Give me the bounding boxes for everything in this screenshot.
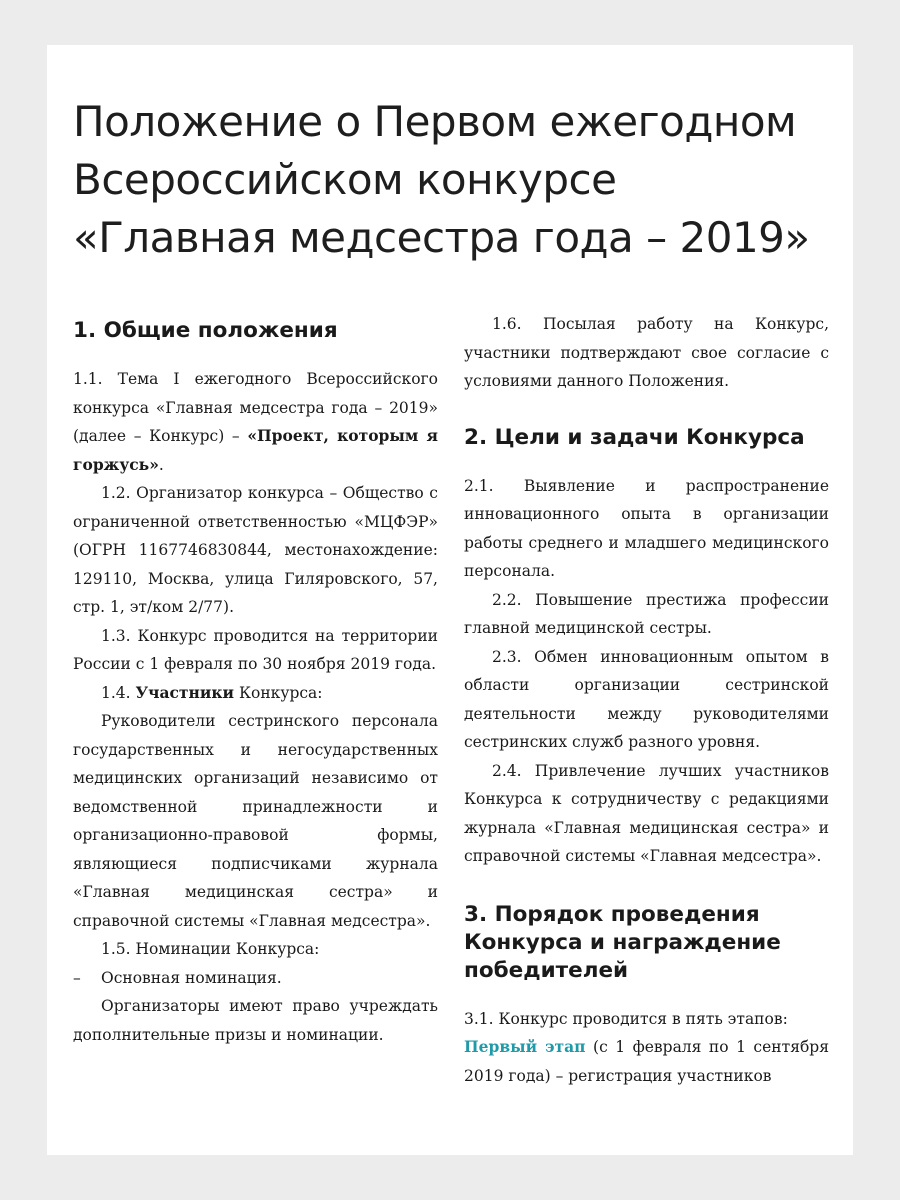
paragraph-3-1: 3.1. Конкурс проводится в пять этапов: [464, 1009, 788, 1028]
paragraph-1-3: 1.3. Конкурс проводится на территории России с 1 февраля по 30 ноября 2019 года. [73, 626, 438, 673]
paragraph-2-3: 2.3. Обмен инновационным опытом в области организации сестринской деятельности между руководителями сестринских служб разного уровня. [464, 647, 829, 751]
paragraph-3-1-stage [464, 1033, 829, 1090]
paragraph-1-4-body: Руководители сестринского персонала государственных и негосударственных медицинских организаций независимо от ведомственной принадлежности и организационно-правовой формы, являющиеся подписчиками журнала «Главная медицинская сестра» и справочной системы «Главная медсестра». [73, 712, 438, 930]
left-column [73, 305, 438, 1049]
paragraph-1-1 [73, 365, 438, 479]
nomination-list-item [73, 964, 438, 993]
first-stage-text: (с 1 февраля по 1 сентября 2019 года) – регистрация участников [464, 1038, 830, 1085]
title-line-1: Положение о Первом ежегодном [73, 97, 797, 146]
paragraph-1-5-extra: Организаторы имеют право учреждать дополнительные призы и номинации. [73, 997, 438, 1044]
paragraph-1-4-prefix: 1.4. [101, 683, 136, 702]
paragraph-2-4: 2.4. Привлечение лучших участников Конкурса к сотрудничеству с редакциями журнала «Главная медицинская сестра» и справочной системы «Главная медсестра». [464, 761, 829, 865]
paragraph-1-2: 1.2. Организатор конкурса – Общество с ограниченной ответственностью «МЦФЭР» (ОГРН 1167746830844, местонахождение: 129110, Москва, улица Гиляровского, 57, стр. 1, эт/ком 2/77). [73, 484, 438, 616]
document-page [47, 45, 853, 1155]
title-line-3: «Главная медсестра года – 2019» [73, 213, 810, 262]
first-stage-label: Первый этап [464, 1037, 586, 1056]
page-title [73, 93, 833, 267]
nomination-text: Основная номинация. [101, 968, 282, 987]
list-dash: – [73, 968, 81, 987]
paragraph-1-1-text: 1.1. Тема I ежегодного Всероссийского конкурса «Главная медсестра года – 2019» (далее – Конкурс) – [73, 370, 438, 445]
paragraph-1-1-end: . [158, 455, 164, 474]
paragraph-1-6: 1.6. Посылая работу на Конкурс, участники подтверждают свое согласие с условиями данного Положения. [464, 315, 829, 390]
paragraph-1-4-participants: Участники [135, 682, 235, 702]
section-1-heading: 1. Общие положения [73, 318, 338, 343]
section-2-heading: 2. Цели и задачи Конкурса [464, 424, 805, 450]
right-column [464, 310, 829, 1090]
paragraph-1-1-theme: «Проект, которым я горжусь» [73, 426, 438, 474]
paragraph-1-5: 1.5. Номинации Конкурса: [101, 940, 320, 958]
paragraph-1-4 [73, 679, 438, 708]
title-line-2: Всероссийском конкурсе [73, 155, 617, 204]
paragraph-1-4-suffix: Конкурса: [234, 683, 323, 702]
section-3-heading: 3. Порядок проведения Конкурса и награждение победителей [464, 901, 781, 983]
paragraph-2-1: 2.1. Выявление и распространение инновационного опыта в организации работы среднего и младшего медицинского персонала. [464, 476, 829, 580]
paragraph-2-2: 2.2. Повышение престижа профессии главной медицинской сестры. [464, 590, 829, 637]
